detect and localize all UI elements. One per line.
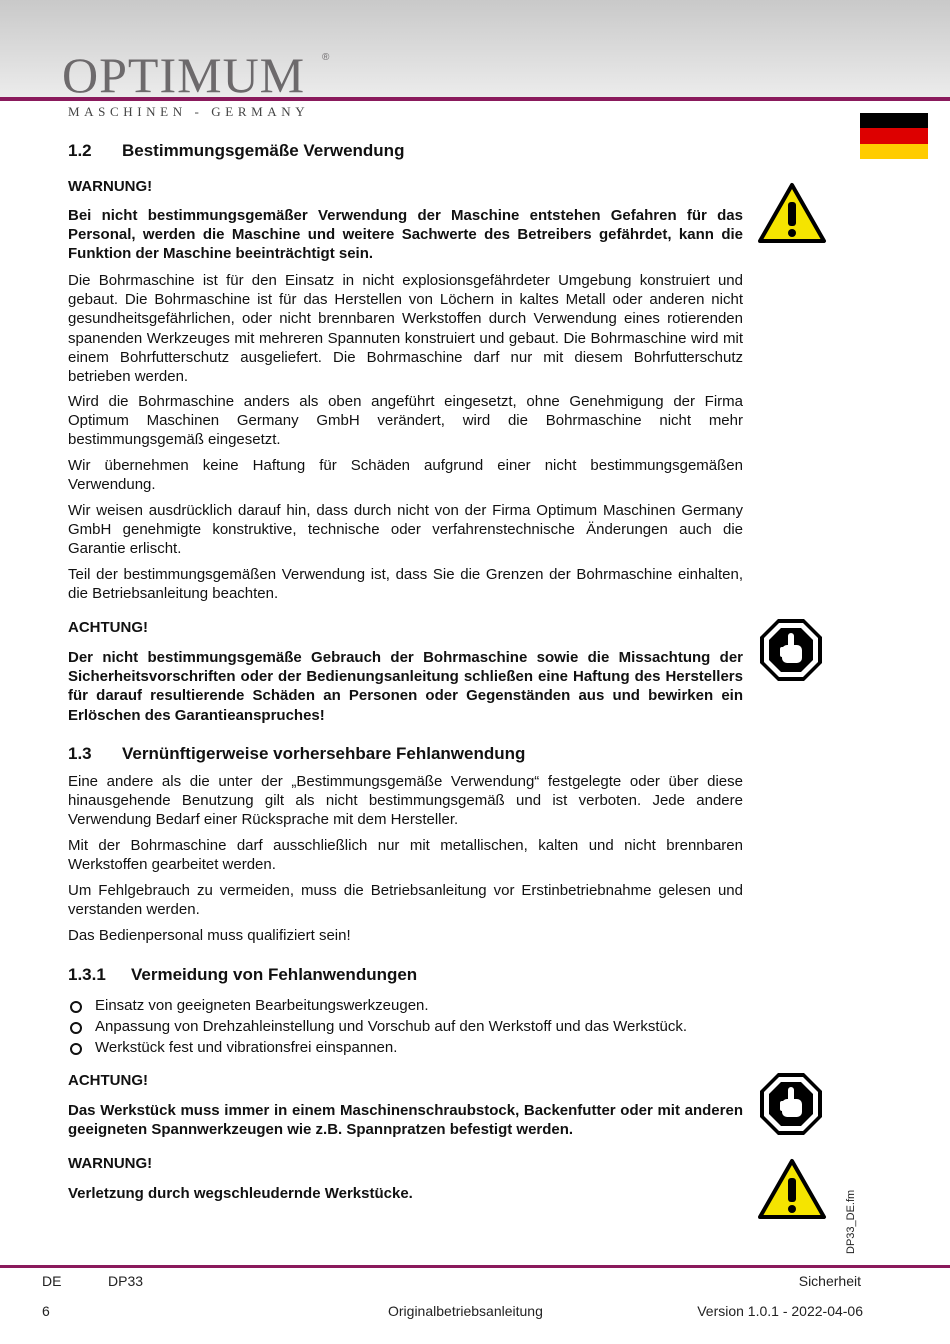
warning-label: WARNUNG! bbox=[68, 178, 153, 195]
paragraph: Eine andere als die unter der „Bestimmungsgemäße Verwendung“ festgelegte oder über diese hinausgehende Benutzung gilt als nicht bestimmungsgemäß und ist verboten. Jede andere Verwendung Bedarf einer Rücksprache mit dem Hersteller. bbox=[68, 773, 743, 829]
paragraph: Um Fehlgebrauch zu vermeiden, muss die Betriebsanleitung vor Erstinbetriebnahme gelesen und verstanden werden. bbox=[68, 882, 743, 919]
stop-hand-icon bbox=[758, 1071, 824, 1137]
section-heading-1-3-1: 1.3.1 Vermeidung von Fehlanwendungen bbox=[68, 965, 418, 984]
footer-language: DE bbox=[42, 1273, 62, 1289]
paragraph: Teil der bestimmungsgemäßen Verwendung ist, dass Sie die Grenzen der Bohrmaschine einhalten, die Betriebsanleitung beachten. bbox=[68, 566, 743, 603]
warning-triangle-icon bbox=[757, 182, 827, 244]
caution-text: Das Werkstück muss immer in einem Maschinenschraubstock, Backenfutter oder mit anderen geeigneten Spannwerkzeugen wie z.B. Spannpratzen befestigt werden. bbox=[68, 1102, 743, 1139]
logo-registered-mark: ® bbox=[322, 52, 330, 63]
footer-doc-type: Originalbetriebsanleitung bbox=[388, 1303, 543, 1319]
logo-subtitle: MASCHINEN - GERMANY bbox=[68, 104, 310, 119]
list-item: Werkstück fest und vibrationsfrei einspannen. bbox=[68, 1037, 743, 1058]
caution-label: ACHTUNG! bbox=[68, 619, 148, 636]
warning-triangle-icon bbox=[757, 1158, 827, 1220]
paragraph: Wir weisen ausdrücklich darauf hin, dass durch nicht von der Firma Optimum Maschinen Germany GmbH genehmigte konstruktive, technische oder verfahrenstechnische Änderungen auch die Garantie erlischt. bbox=[68, 502, 743, 558]
footer-page-number: 6 bbox=[42, 1303, 50, 1319]
paragraph: Wir übernehmen keine Haftung für Schäden aufgrund einer nicht bestimmungsgemäßen Verwendung. bbox=[68, 457, 743, 494]
paragraph: Die Bohrmaschine ist für den Einsatz in nicht explosionsgefährdeter Umgebung konstruiert und gebaut. Die Bohrmaschine ist für das Herstellen von Löchern in kaltes Metall oder anderen nicht gesundheitsgefährlichen, oder nicht brennbaren Werkstoffen durch Verwendung eines rotierenden spanenden Werkzeuges mit mehreren Spannuten konstruiert und gebaut. Die Bohrmaschine wird mit einem Bohrfutterschutz ausgeliefert. Die Bohrmaschine darf nur mit diesem Bohrfutterschutz betrieben werden. bbox=[68, 272, 743, 386]
file-name-label: DP33_DE.fm bbox=[845, 1189, 857, 1254]
footer-section: Sicherheit bbox=[798, 1273, 861, 1289]
paragraph: Mit der Bohrmaschine darf ausschließlich nur mit metallischen, kalten und nicht brennbaren Werkstoffen gearbeitet werden. bbox=[68, 837, 743, 874]
paragraph: Das Bedienpersonal muss qualifiziert sein! bbox=[68, 927, 351, 944]
paragraph: Wird die Bohrmaschine anders als oben angeführt eingesetzt, ohne Genehmigung der Firma Optimum Maschinen Germany GmbH verändert, wird die Bohrmaschine nicht mehr bestimmungsgemäß eingesetzt. bbox=[68, 393, 743, 449]
bullet-icon bbox=[70, 1001, 82, 1013]
section-heading-1-3: 1.3 Vernünftigerweise vorhersehbare Fehlanwendung bbox=[68, 744, 526, 763]
footer-rule bbox=[0, 1265, 950, 1268]
footer-model: DP33 bbox=[108, 1273, 144, 1289]
bullet-list bbox=[68, 995, 743, 1058]
list-item: Einsatz von geeigneten Bearbeitungswerkzeugen. bbox=[68, 995, 743, 1016]
bullet-icon bbox=[70, 1022, 82, 1034]
warning-label: WARNUNG! bbox=[68, 1155, 153, 1172]
caution-label: ACHTUNG! bbox=[68, 1072, 148, 1089]
section-heading-1-2: 1.2 Bestimmungsgemäße Verwendung bbox=[68, 141, 405, 160]
german-flag-icon bbox=[860, 113, 928, 159]
list-item: Anpassung von Drehzahleinstellung und Vorschub auf den Werkstoff und das Werkstück. bbox=[68, 1016, 743, 1037]
warning-text: Bei nicht bestimmungsgemäßer Verwendung der Maschine entstehen Gefahren für das Personal, werden die Maschine und weitere Sachwerte des Betreibers gefährdet, kann die Funktion der Maschine beeinträchtigt sein. bbox=[68, 207, 743, 263]
stop-hand-icon bbox=[758, 617, 824, 683]
bullet-icon bbox=[70, 1043, 82, 1055]
logo-text: OPTIMUM bbox=[62, 47, 306, 103]
warning-text: Verletzung durch wegschleudernde Werkstücke. bbox=[68, 1185, 413, 1202]
footer-version: Version 1.0.1 - 2022-04-06 bbox=[697, 1303, 863, 1319]
caution-text: Der nicht bestimmungsgemäße Gebrauch der Bohrmaschine sowie die Missachtung der Sicherheitsvorschriften oder der Bedienungsanleitung schließen eine Haftung des Herstellers für darauf resultierende Schäden an Personen oder Gegenständen aus und bewirken ein Erlöschen des Garantieanspruches! bbox=[68, 649, 743, 724]
